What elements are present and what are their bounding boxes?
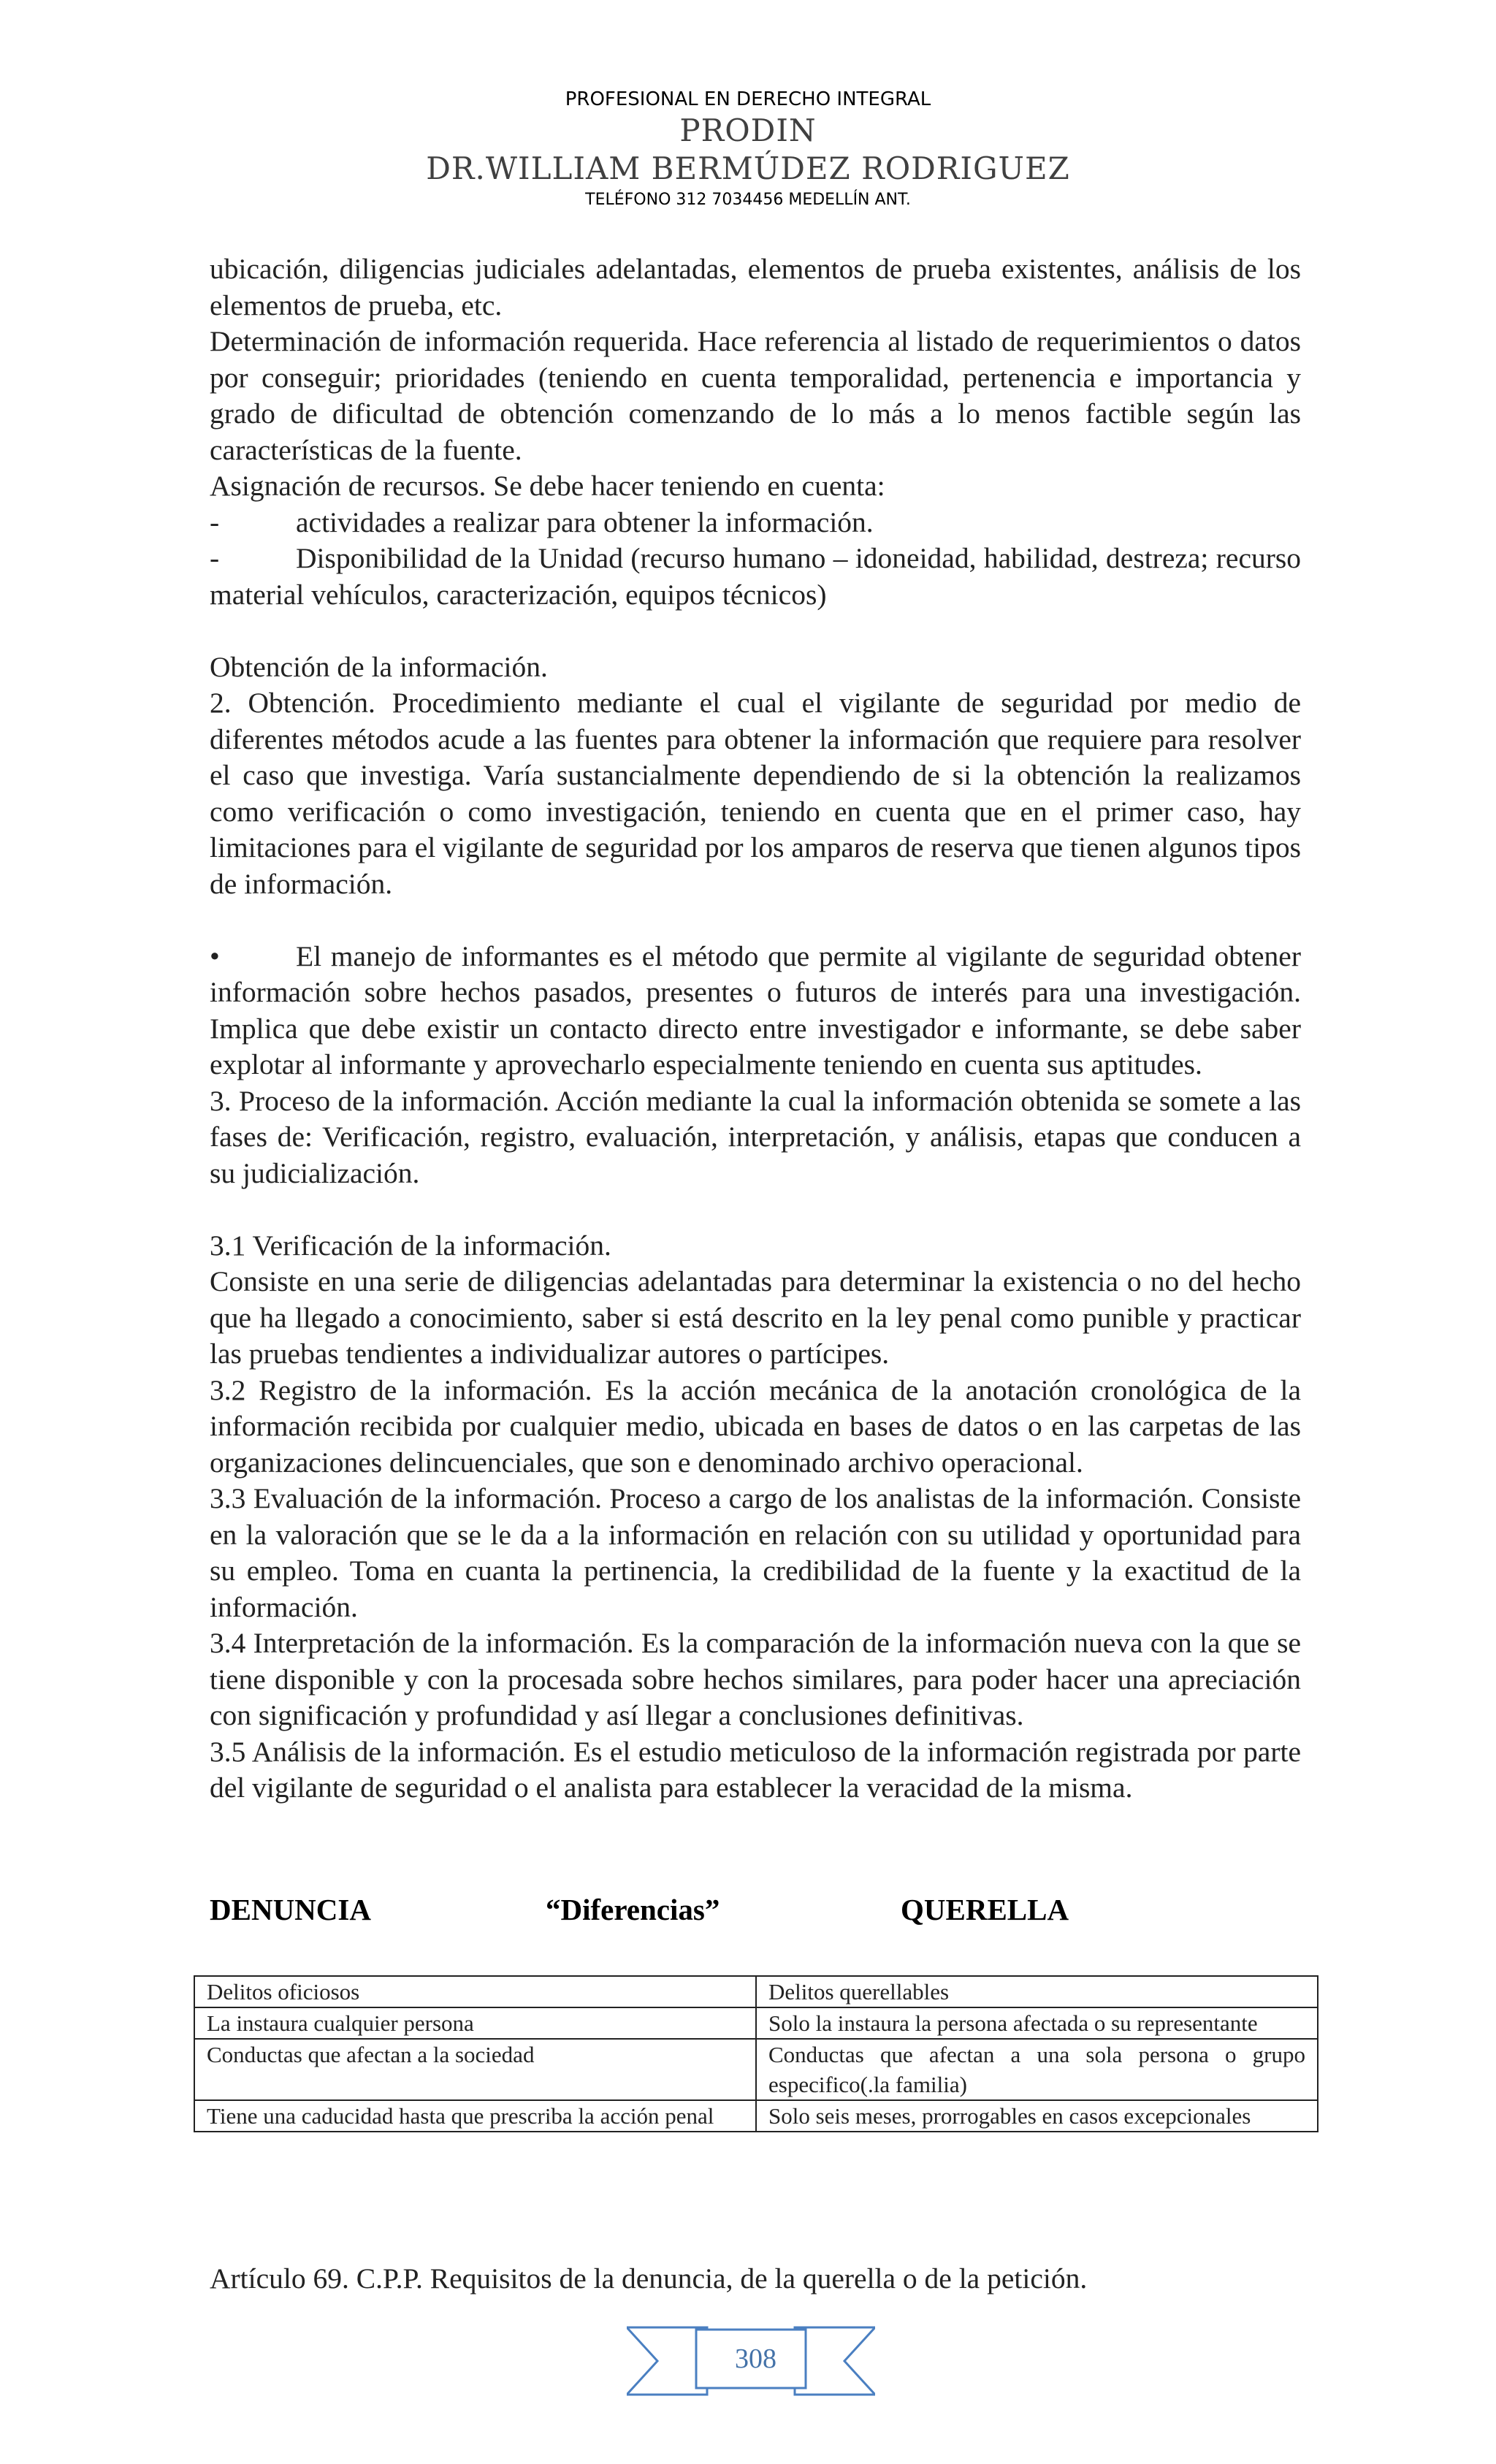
denuncia-heading: DENUNCIA: [210, 1893, 371, 1926]
letterhead-name: DR.WILLIAM BERMÚDEZ RODRIGUEZ: [426, 150, 1070, 186]
list-item-text: Disponibilidad de la Unidad (recurso humano – idoneidad, habilidad, destreza; recurso material vehículos, caracterización, equipos técnicos): [210, 542, 1301, 611]
letterhead-firm: PROFESIONAL EN DERECHO INTEGRAL: [565, 88, 931, 110]
paragraph: 3.3 Evaluación de la información. Proceso a cargo de los analistas de la información. Consiste en la valoración que se le da a la información en relación con su utilidad y oportunidad para su empleo. Toma en cuanta la pertinencia, la credibilidad de la fuente y la exactitud de la información.: [210, 1482, 1301, 1623]
comparison-table: [194, 1975, 1318, 2132]
dash-list-item: [210, 505, 1301, 541]
table-cell: Delitos oficiosos: [194, 1976, 756, 2007]
paragraph: 3. Proceso de la información. Acción mediante la cual la información obtenida se somete a las fases de: Verificación, registro, evaluación, interpretación, y análisis, etapas que conducen a su judicialización.: [210, 1084, 1301, 1189]
table-cell: Delitos querellables: [756, 1976, 1318, 2007]
table-row: [194, 1976, 1318, 2007]
diferencias-heading: “Diferencias”: [546, 1893, 720, 1926]
paragraph: 3.5 Análisis de la información. Es el estudio meticuloso de la información registrada por parte del vigilante de seguridad o el analista para establecer la veracidad de la misma.: [210, 1735, 1301, 1804]
dash-marker: -: [210, 542, 220, 574]
dash-marker: -: [210, 506, 220, 538]
table-cell: Tiene una caducidad hasta que prescriba la acción penal: [194, 2100, 756, 2132]
article-reference: Artículo 69. C.P.P. Requisitos de la denuncia, de la querella o de la petición.: [210, 2262, 1088, 2295]
bullet-item: [210, 939, 1301, 1083]
paragraph: Obtención de la información.: [210, 650, 548, 683]
bullet-marker: •: [210, 939, 220, 972]
dash-list-item: [210, 541, 1301, 613]
spacer: [210, 902, 1301, 939]
paragraph: 2. Obtención. Procedimiento mediante el cual el vigilante de seguridad por medio de diferentes métodos acude a las fuentes para obtener la información que requiere para resolver el caso que investiga. Varía sustancialmente dependiendo de si la obtención la realizamos como verificación o como investigación, teniendo en cuenta que en el primer caso, hay limitaciones para el vigilante de seguridad por los amparos de reserva que tienen algunos tipos de información.: [210, 687, 1301, 900]
paragraph: 3.4 Interpretación de la información. Es la comparación de la información nueva con la que se tiene disponible y con la procesada sobre hechos similares, para poder hacer una apreciación con significación y profundidad y así llegar a conclusiones definitivas.: [210, 1627, 1301, 1731]
table-cell: La instaura cualquier persona: [194, 2007, 756, 2039]
differences-heading: [210, 1892, 1301, 1933]
querella-heading: QUERELLA: [901, 1893, 1069, 1926]
table-cell: Solo seis meses, prorrogables en casos excepcionales: [756, 2100, 1318, 2132]
spacer: [210, 613, 1301, 649]
table-row: [194, 2100, 1318, 2132]
bullet-text: El manejo de informantes es el método que permite al vigilante de seguridad obtener información sobre hechos pasados, presentes o futuros de interés para una investigación. Implica que debe existir un contacto directo entre investigador e informante, se debe saber explotar al informante y aprovecharlo especialmente teniendo en cuenta sus aptitudes.: [210, 939, 1301, 1080]
paragraph: 3.1 Verificación de la información.: [210, 1229, 611, 1262]
list-item-text: actividades a realizar para obtener la información.: [296, 506, 874, 538]
spacer: [210, 1191, 1301, 1228]
table-row: [194, 2039, 1318, 2100]
letterhead: [0, 86, 1496, 212]
paragraph: 3.2 Registro de la información. Es la acción mecánica de la anotación cronológica de la información recibida por cualquier medio, ubicada en bases de datos o en las carpetas de las organizaciones delincuenciales, que son e denominado archivo operacional.: [210, 1373, 1301, 1479]
page-number: 308: [735, 2343, 776, 2374]
paragraph: Consiste en una serie de diligencias adelantadas para determinar la existencia o no del hecho que ha llegado a conocimiento, saber si está descrito en la ley penal como punible y practicar las pruebas tendientes a individualizar autores o partícipes.: [210, 1265, 1301, 1370]
table-cell: Conductas que afectan a una sola persona o grupo especifico(.la familia): [756, 2039, 1318, 2100]
body-text: [210, 251, 1301, 1807]
letterhead-phone: TELÉFONO 312 7034456 MEDELLÍN ANT.: [585, 191, 911, 209]
table-cell: Conductas que afectan a la sociedad: [194, 2039, 756, 2100]
table-row: [194, 2007, 1318, 2039]
letterhead-acronym: PRODIN: [679, 112, 817, 148]
paragraph: Asignación de recursos. Se debe hacer teniendo en cuenta:: [210, 470, 885, 502]
paragraph: Determinación de información requerida. Hace referencia al listado de requerimientos o datos por conseguir; prioridades (teniendo en cuenta temporalidad, pertenencia e importancia y grado de dificultad de obtención comenzando de lo más a lo menos factible según las características de la fuente.: [210, 325, 1301, 466]
table-cell: Solo la instaura la persona afectada o su representante: [756, 2007, 1318, 2039]
paragraph: ubicación, diligencias judiciales adelantadas, elementos de prueba existentes, análisis de los elementos de prueba, etc.: [210, 253, 1301, 321]
